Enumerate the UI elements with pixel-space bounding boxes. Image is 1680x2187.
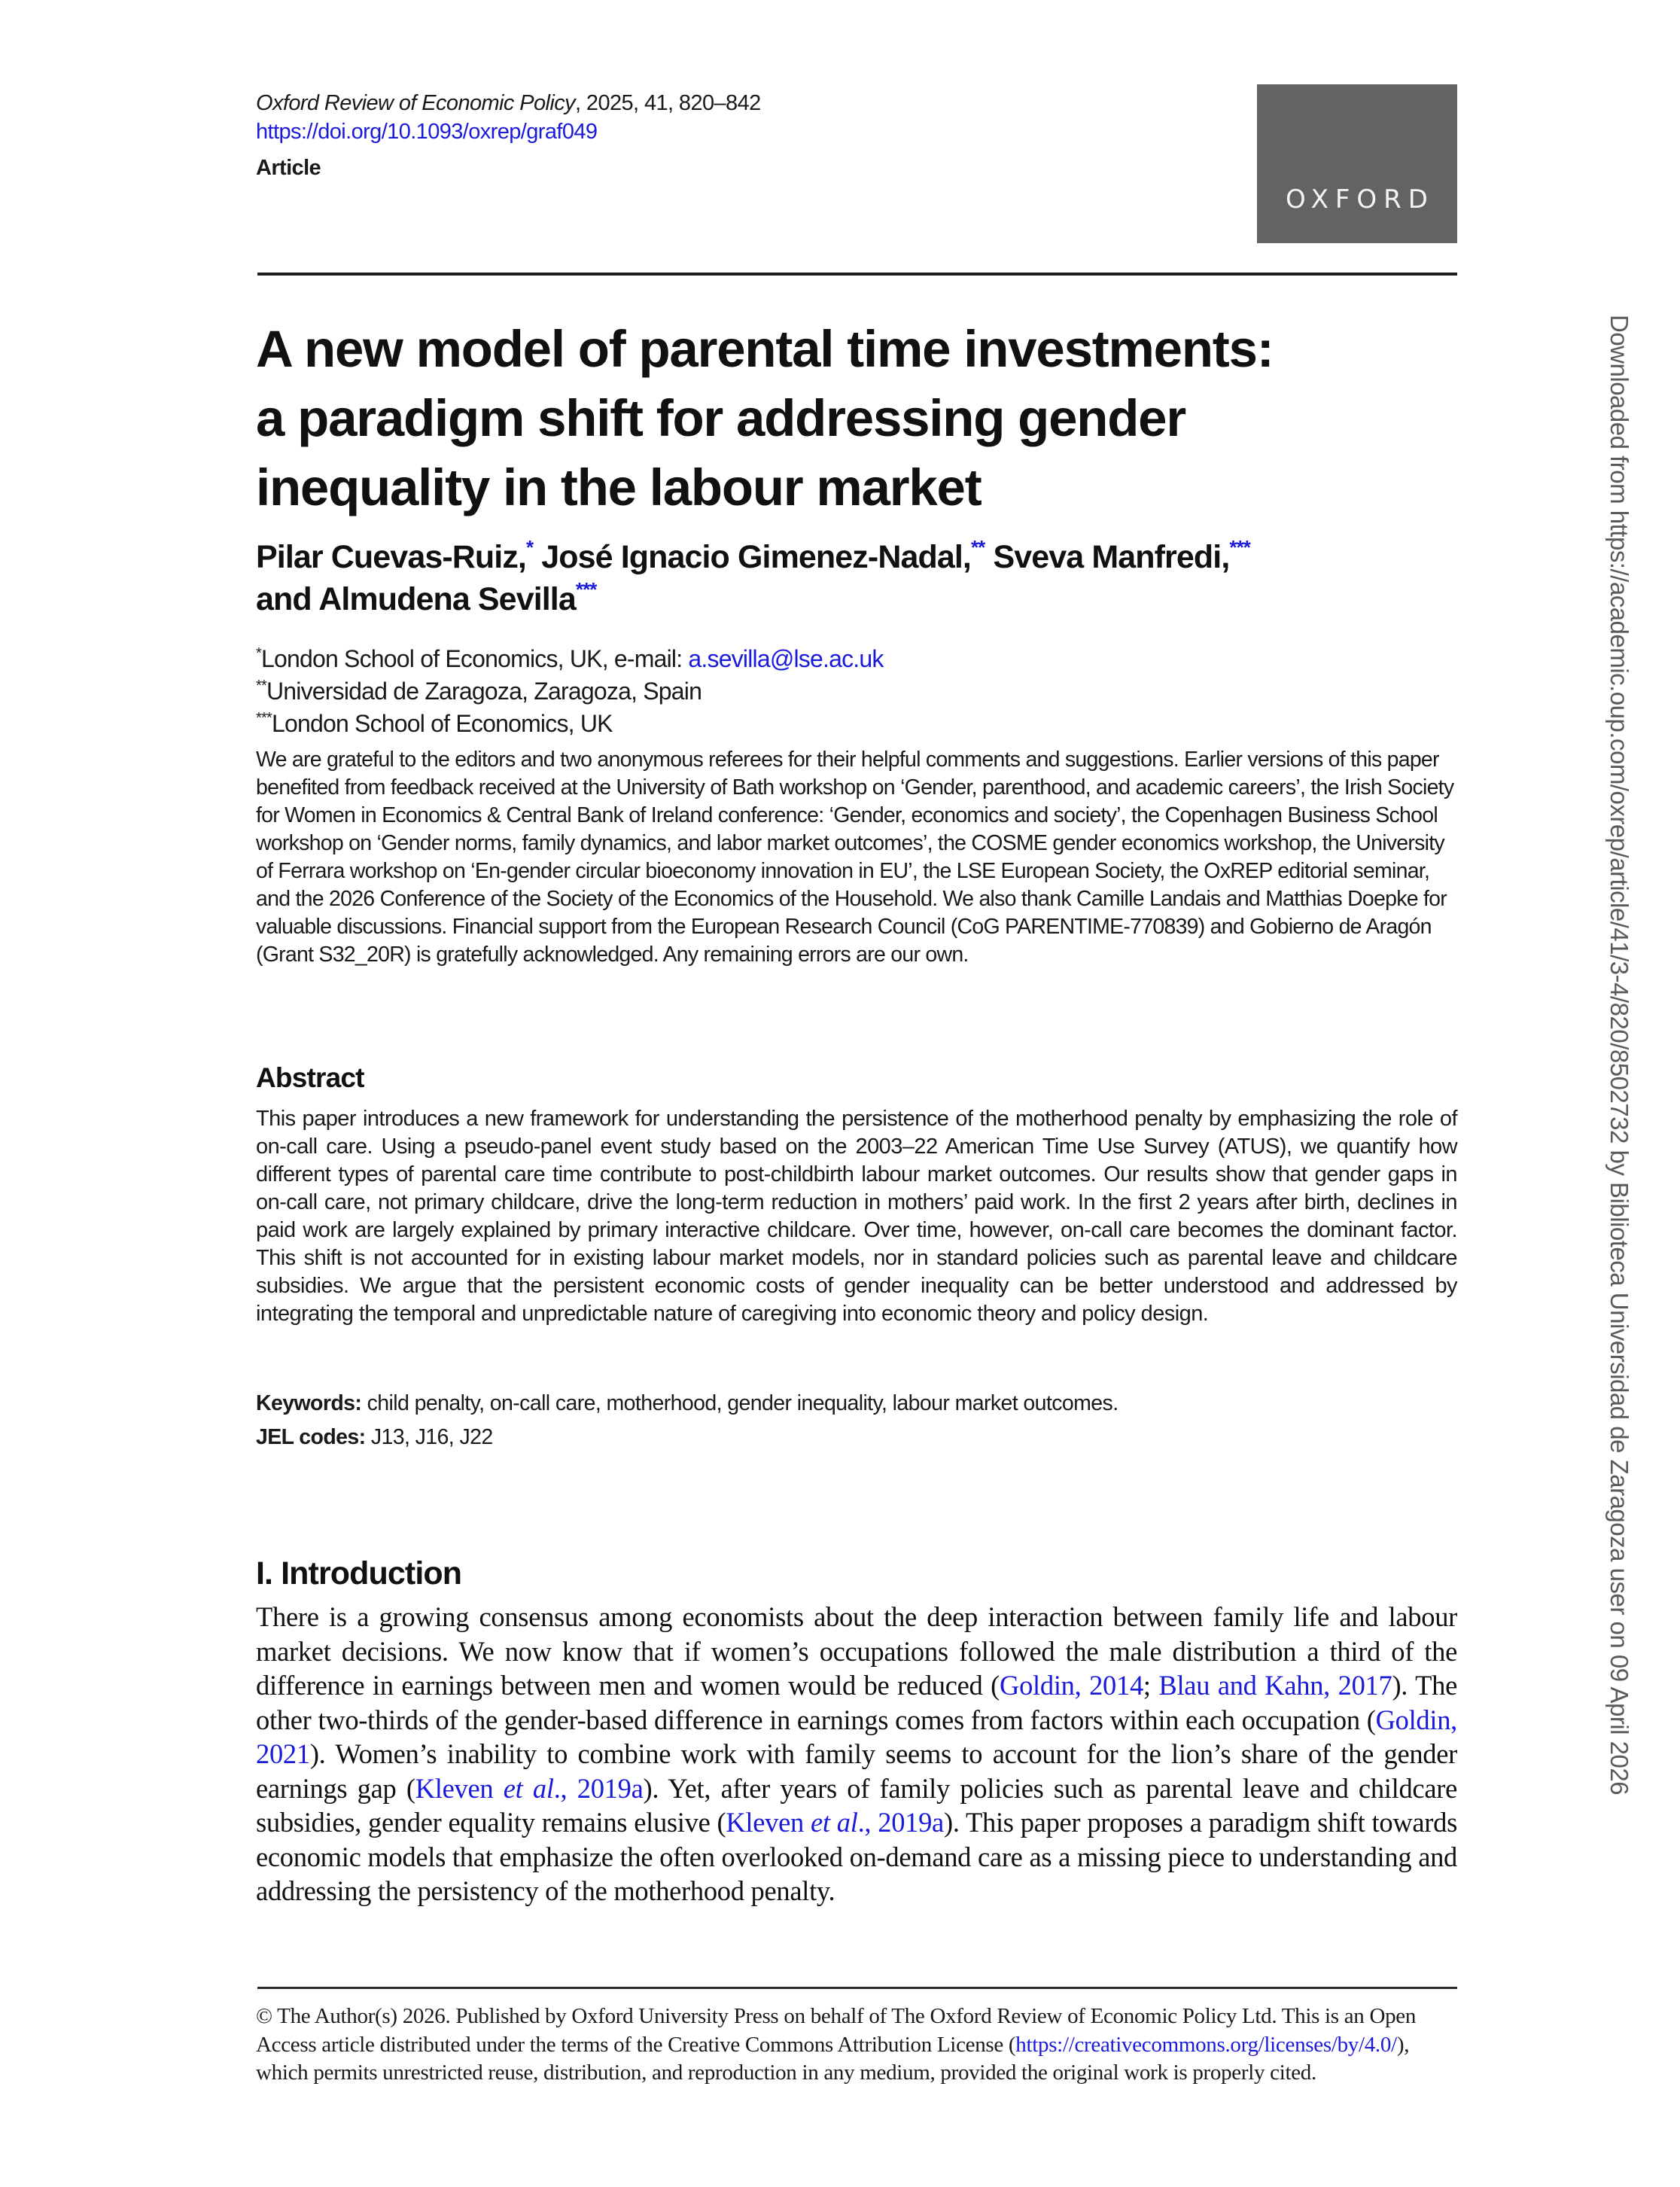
abstract-heading: Abstract: [256, 1062, 364, 1093]
affiliation-marker: **: [256, 678, 266, 694]
license-text: © The Author(s) 2026. Published by Oxford University Press on behalf of The Oxford Review of Economic Policy Ltd. This is an Open Access article distributed under the terms of the Creative Commons Attribution License (: [256, 2004, 1417, 2057]
author-affiliation-marker[interactable]: *: [525, 536, 534, 559]
affiliation-list: [256, 643, 1475, 740]
doi-link[interactable]: https://doi.org/10.1093/oxrep/graf049: [256, 120, 598, 144]
header-divider: [257, 273, 1457, 276]
author-affiliation-marker[interactable]: ***: [1229, 536, 1251, 559]
jel-codes-label: JEL codes:: [256, 1425, 366, 1449]
journal-citation: [256, 89, 1159, 117]
download-watermark: Downloaded from https://academic.oup.com/oxrep/article/41/3-4/820/8502732 by Biblioteca Universidad de Zaragoza user on 09 April 2026: [1605, 315, 1633, 1796]
author-email-link[interactable]: a.sevilla@lse.ac.uk: [688, 645, 884, 672]
body-text: ). This paper proposes a paradigm shift towards economic models that emphasize the often overlooked on-demand care as a missing piece to understanding and addressing the persistency of the motherhood penalty.: [256, 1807, 1457, 1906]
citation-etal: et al: [503, 1772, 554, 1804]
jel-codes-line: [256, 1423, 1457, 1451]
jel-codes-values: J13, J16, J22: [365, 1425, 493, 1449]
title-line: inequality in the labour market: [256, 458, 982, 516]
citation-year: ., 2019a: [857, 1807, 944, 1838]
license-url-link[interactable]: https://creativecommons.org/licenses/by/4.0/: [1015, 2032, 1397, 2057]
citation-link[interactable]: Goldin, 2014: [1000, 1670, 1143, 1701]
affiliation-marker: *: [256, 645, 261, 662]
affiliation-text: London School of Economics, UK: [271, 710, 613, 737]
keywords-label: Keywords:: [256, 1391, 362, 1415]
title-line: a paradigm shift for addressing gender: [256, 389, 1185, 447]
abstract-body: This paper introduces a new framework for understanding the persistence of the motherhood penalty by emphasizing the role of on-call care. Using a pseudo-panel event study based on the 2003–22 American Time Use Survey (ATUS), we quantify how different types of parental care time contribute to post-childbirth labour market outcomes. Our results show that gender gaps in on-call care, not primary childcare, drive the long-term reduction in mothers’ paid work. In the first 2 years after birth, declines in paid work are largely explained by primary interactive childcare. Over time, however, on-call care becomes the dominant factor. This shift is not accounted for in existing labour market models, nor in standard policies such as parental leave and childcare subsidies. We argue that the persistent economic costs of gender inequality can be better understood and addressed by integrating the temporal and unpredictable nature of caregiving into economic theory and policy design.: [256, 1107, 1457, 1326]
footer-divider: [257, 1987, 1457, 1989]
oxford-logo-text: OXFORD: [1285, 184, 1435, 215]
introduction-heading: I. Introduction: [256, 1555, 462, 1592]
title-line: A new model of parental time investments:: [256, 320, 1274, 378]
journal-header: [256, 89, 1159, 184]
author-affiliation-marker[interactable]: ***: [575, 578, 597, 601]
citation-author: Kleven: [415, 1772, 504, 1804]
paper-title: [256, 315, 1475, 522]
affiliation-item: [256, 675, 1475, 708]
citation-etal: et al: [811, 1807, 858, 1838]
body-text: ;: [1143, 1670, 1159, 1701]
affiliation-item: [256, 708, 1475, 740]
citation-link[interactable]: Goldin, 2021: [256, 1704, 1457, 1769]
body-text: ). Women’s inability to combine work with family seems to account for the lion’s share of the gender earnings gap (: [256, 1738, 1457, 1804]
body-text: There is a growing consensus among economists about the deep interaction between family life and labour market decisions. We now know that if women’s occupations followed the male distribution a third of the difference in earnings between men and women would be reduced (: [256, 1601, 1457, 1701]
author-name: Sveva Manfredi,: [993, 539, 1230, 575]
citation-year: ., 2019a: [553, 1772, 644, 1804]
author-name: José Ignacio Gimenez-Nadal,: [541, 539, 971, 575]
affiliation-marker: ***: [256, 710, 272, 726]
citation-link[interactable]: [726, 1807, 944, 1838]
journal-volume-pages: , 2025, 41, 820–842: [575, 91, 761, 115]
author-name: Pilar Cuevas-Ruiz,: [256, 539, 526, 575]
keywords-values: child penalty, on-call care, motherhood, gender inequality, labour market outcomes.: [361, 1391, 1118, 1415]
citation-link[interactable]: Blau and Kahn, 2017: [1158, 1670, 1392, 1701]
license-notice: [256, 2003, 1460, 2088]
citation-link[interactable]: [415, 1773, 644, 1804]
acknowledgements-note: We are grateful to the editors and two anonymous referees for their helpful comments and suggestions. Earlier versions of this paper benefited from feedback received at the University of Bath workshop on ‘Gender, parenthood, and academic careers’, the Irish Society for Women in Economics & Central Bank of Ireland conference: ‘Gender, economics and society’, the Copenhagen Business School workshop on ‘Gender norms, family dynamics, and labor market outcomes’, the COSME gender economics workshop, the University of Ferrara workshop on ‘En-gender circular bioeconomy innovation in EU’, the LSE European Society, the OxREP editorial seminar, and the 2026 Conference of the Society of the Economics of the Household. We also thank Camille Landais and Matthias Doepke for valuable discussions. Financial support from the European Research Council (CoG PARENTIME-770839) and Gobierno de Aragón (Grant S32_20R) is gratefully acknowledged. Any remaining errors are our own.: [256, 748, 1454, 967]
affiliation-item: [256, 643, 1475, 675]
journal-name: Oxford Review of Economic Policy: [256, 91, 576, 115]
author-name: and Almudena Sevilla: [256, 581, 576, 617]
article-type-label: Article: [256, 156, 321, 180]
oxford-publisher-logo: [1257, 84, 1457, 243]
introduction-paragraph: [256, 1600, 1457, 1908]
license-text: ), which permits unrestricted reuse, distribution, and reproduction in any medium, provided the original work is properly cited.: [256, 2032, 1410, 2085]
body-text: ). The other two-thirds of the gender-based difference in earnings comes from factors within each occupation (: [256, 1670, 1457, 1735]
author-list: [256, 536, 1475, 620]
body-text: ). Yet, after years of family policies such as parental leave and childcare subsidies, gender equality remains elusive (: [256, 1772, 1457, 1838]
affiliation-text: Universidad de Zaragoza, Zaragoza, Spain: [266, 678, 702, 705]
citation-author: Kleven: [726, 1807, 811, 1838]
keywords-line: [256, 1389, 1457, 1418]
author-affiliation-marker[interactable]: **: [970, 536, 985, 559]
affiliation-text: London School of Economics, UK, e-mail:: [260, 645, 689, 672]
